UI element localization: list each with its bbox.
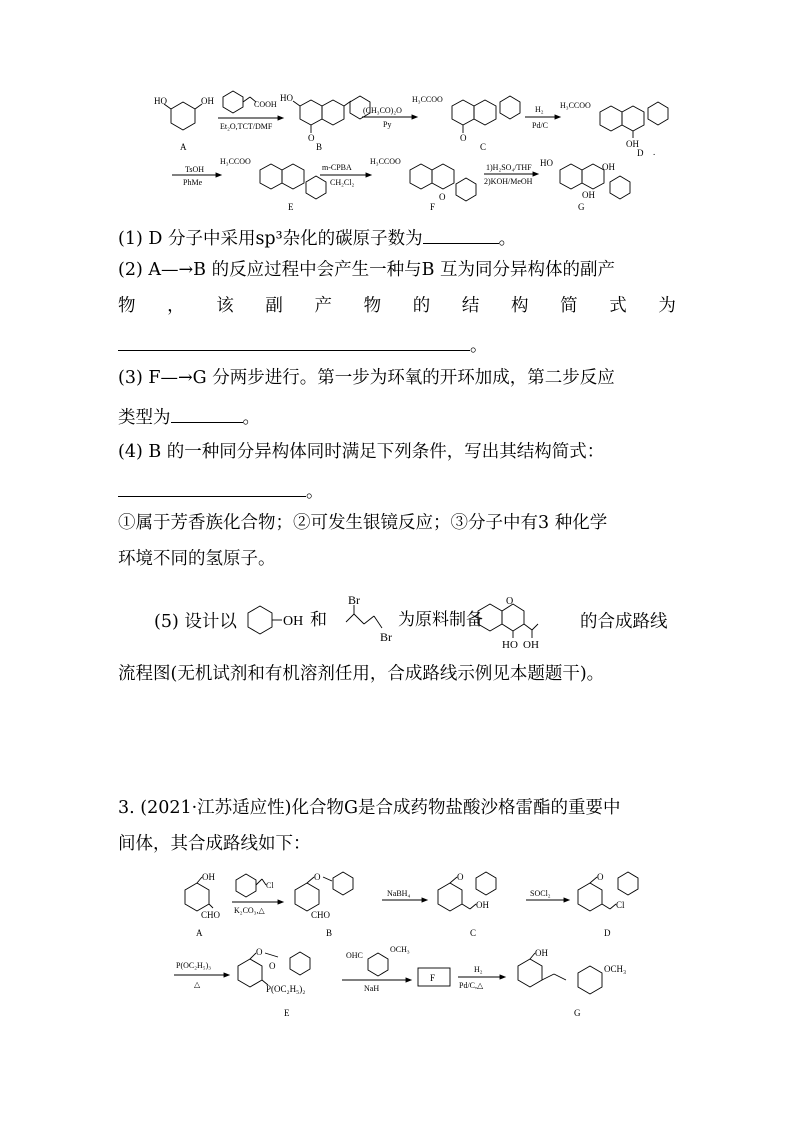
svg-text:O: O (314, 872, 321, 882)
synthesis-scheme-2 (160, 868, 680, 1028)
svg-text:H₂: H₂ (535, 105, 544, 114)
label-b: B (316, 142, 323, 152)
svg-text:Cl: Cl (266, 881, 274, 890)
svg-text:NaBH₄: NaBH₄ (387, 889, 411, 898)
phenol-structure (248, 606, 303, 634)
svg-text:.: . (653, 147, 656, 157)
oh-label: OH (201, 96, 214, 106)
svg-text:HO: HO (502, 639, 518, 650)
target-chroman-structure (478, 596, 539, 650)
label-d: D (637, 148, 644, 158)
svg-text:m-CPBA: m-CPBA (322, 163, 352, 172)
question-4-condition-2: 环境不同的氢原子。 (118, 549, 276, 569)
arrow-e-f (320, 163, 371, 187)
arrow-a-b (218, 91, 283, 131)
compound-d (560, 101, 668, 158)
svg-text:CH₂Cl₂: CH₂Cl₂ (330, 178, 355, 187)
svg-text:K₂CO₃,△: K₂CO₃,△ (234, 906, 265, 915)
compound-a2 (185, 872, 221, 938)
svg-text:OH: OH (476, 900, 489, 910)
svg-text:F: F (430, 973, 436, 983)
question-5-line-2: 流程图(无机试剂和有机溶剂任用，合成路线示例见本题题干)。 (118, 664, 605, 684)
dibromobutane-structure (346, 594, 392, 644)
arrow-f-g (484, 163, 538, 186)
question-2-line-2: 物 ， 该 副 产 物 的 结 构 简 式 为 (118, 296, 676, 316)
answer-blank[interactable] (118, 334, 470, 351)
q5-structures (240, 594, 540, 650)
label-g2: G (574, 1008, 581, 1018)
arrow-c2-d2 (526, 889, 569, 902)
answer-blank[interactable] (423, 227, 499, 244)
svg-text:1)H₂SO₄/THF: 1)H₂SO₄/THF (486, 163, 532, 172)
answer-blank[interactable] (118, 480, 306, 497)
svg-text:OH: OH (283, 614, 304, 629)
svg-text:为原料制备: 为原料制备 (398, 610, 483, 630)
reagent-cooh: COOH (254, 100, 277, 109)
svg-text:PhMe: PhMe (183, 178, 203, 187)
compound-d2 (578, 872, 638, 938)
question-4-line-2: 。 (118, 480, 678, 502)
svg-text:O: O (457, 872, 464, 882)
compound-b2 (295, 872, 353, 938)
label-a: A (180, 142, 187, 152)
svg-text:OH: OH (626, 139, 639, 149)
svg-text:OCH₃: OCH₃ (390, 945, 410, 954)
svg-text:P(OC₂H₅)₂: P(OC₂H₅)₂ (266, 984, 306, 994)
arrow-e2-f2 (342, 945, 411, 993)
label-f: F (430, 202, 436, 212)
compound-a (154, 96, 214, 152)
question-4-condition-1: ①属于芳香族化合物；②可发生银镜反应；③分子中有3 种化学 (118, 513, 608, 533)
question-1: (1) D 分子中采用sp³杂化的碳原子数为 。 (118, 229, 517, 249)
svg-text:OH: OH (523, 639, 539, 650)
svg-text:Py: Py (383, 120, 392, 129)
svg-text:O: O (308, 133, 315, 143)
svg-text:Br: Br (348, 594, 360, 607)
compound-c (412, 95, 520, 152)
problem-3-line-2: 间体，其合成路线如下： (118, 834, 311, 854)
svg-text:P(OC₂H₅)₃: P(OC₂H₅)₃ (176, 961, 212, 970)
svg-text:OCH₃: OCH₃ (604, 964, 627, 974)
compound-e (220, 157, 326, 212)
arrow-d-e (172, 165, 221, 187)
svg-text:Pd/C,△: Pd/C,△ (459, 981, 484, 990)
svg-text:H₃CCOO: H₃CCOO (370, 157, 401, 166)
synthesis-scheme-1 (150, 88, 690, 213)
label-a2: A (196, 928, 203, 938)
svg-text:O: O (256, 947, 263, 957)
compound-c2 (438, 872, 496, 938)
question-3-line-1: (3) F—→G 分两步进行。第一步为环氧的开环加成，第二步反应 (118, 368, 615, 388)
reagent-1-below: Et₂O,TCT/DMF (220, 122, 273, 131)
svg-text:Cl: Cl (616, 900, 625, 910)
label-d2: D (604, 928, 611, 938)
svg-text:NaH: NaH (364, 984, 380, 993)
svg-text:OHC: OHC (346, 951, 363, 960)
question-2-line-1: (2) A—→B 的反应过程中会产生一种与B 互为同分异构体的副产 (118, 260, 615, 280)
svg-text:SOCl₂: SOCl₂ (530, 889, 551, 898)
compound-b (280, 93, 370, 152)
question-2-line-3: 。 (118, 334, 678, 356)
arrow-d2-e2 (174, 961, 229, 989)
label-c2: C (470, 928, 477, 938)
svg-text:OH: OH (202, 872, 215, 882)
problem-3-line-1: 3. (2021·江苏适应性)化合物G是合成药物盐酸沙格雷酯的重要中 (118, 798, 621, 818)
compound-g2 (518, 948, 626, 1018)
svg-text:Br: Br (380, 630, 392, 644)
compound-g (540, 158, 630, 212)
svg-text:TsOH: TsOH (185, 165, 204, 174)
compound-e2 (238, 947, 310, 1018)
svg-text:OH: OH (535, 948, 548, 958)
label-g: G (578, 202, 585, 212)
svg-text:HO: HO (280, 93, 293, 103)
arrow-f2-g2 (458, 965, 505, 990)
arrow-a2-b2 (232, 874, 283, 915)
svg-text:O: O (460, 133, 467, 143)
question-5-line-1: (5) 设计以 OH 和 Br Br 为原料制备 O HO OH 的合成路线 (154, 594, 668, 650)
compound-f (370, 157, 476, 212)
svg-text:H₃CCOO: H₃CCOO (220, 157, 251, 166)
svg-text:H₃CCOO: H₃CCOO (412, 95, 443, 104)
reagent-2-above: (CH₃CO)₂O (363, 106, 402, 115)
arrow-c-d (525, 105, 560, 130)
label-e: E (288, 202, 294, 212)
ho-label: HO (154, 96, 167, 106)
svg-text:O: O (506, 596, 514, 607)
label-c: C (480, 142, 487, 152)
svg-text:CHO: CHO (201, 910, 221, 920)
svg-text:和: 和 (310, 610, 327, 630)
svg-text:OH: OH (602, 162, 615, 172)
svg-text:Pd/C: Pd/C (532, 121, 549, 130)
svg-text:OH: OH (582, 190, 595, 200)
question-4-line-1: (4) B 的一种同分异构体同时满足下列条件，写出其结构简式： (118, 442, 605, 462)
svg-text:HO: HO (540, 158, 553, 168)
svg-text:2)KOH/MeOH: 2)KOH/MeOH (484, 177, 533, 186)
svg-text:O: O (439, 192, 446, 202)
question-3-line-2: 类型为 。 (118, 408, 260, 428)
svg-text:△: △ (194, 980, 201, 989)
compound-f2-box (418, 968, 450, 986)
label-b2: B (326, 928, 333, 938)
svg-text:CHO: CHO (311, 910, 331, 920)
arrow-b-c (362, 106, 417, 129)
answer-blank[interactable] (171, 406, 243, 423)
svg-text:O: O (597, 872, 604, 882)
svg-text:H₃CCOO: H₃CCOO (560, 101, 591, 110)
svg-text:H₂: H₂ (474, 965, 483, 974)
arrow-b2-c2 (382, 889, 427, 902)
label-e2: E (284, 1008, 290, 1018)
svg-text:O: O (269, 961, 276, 971)
